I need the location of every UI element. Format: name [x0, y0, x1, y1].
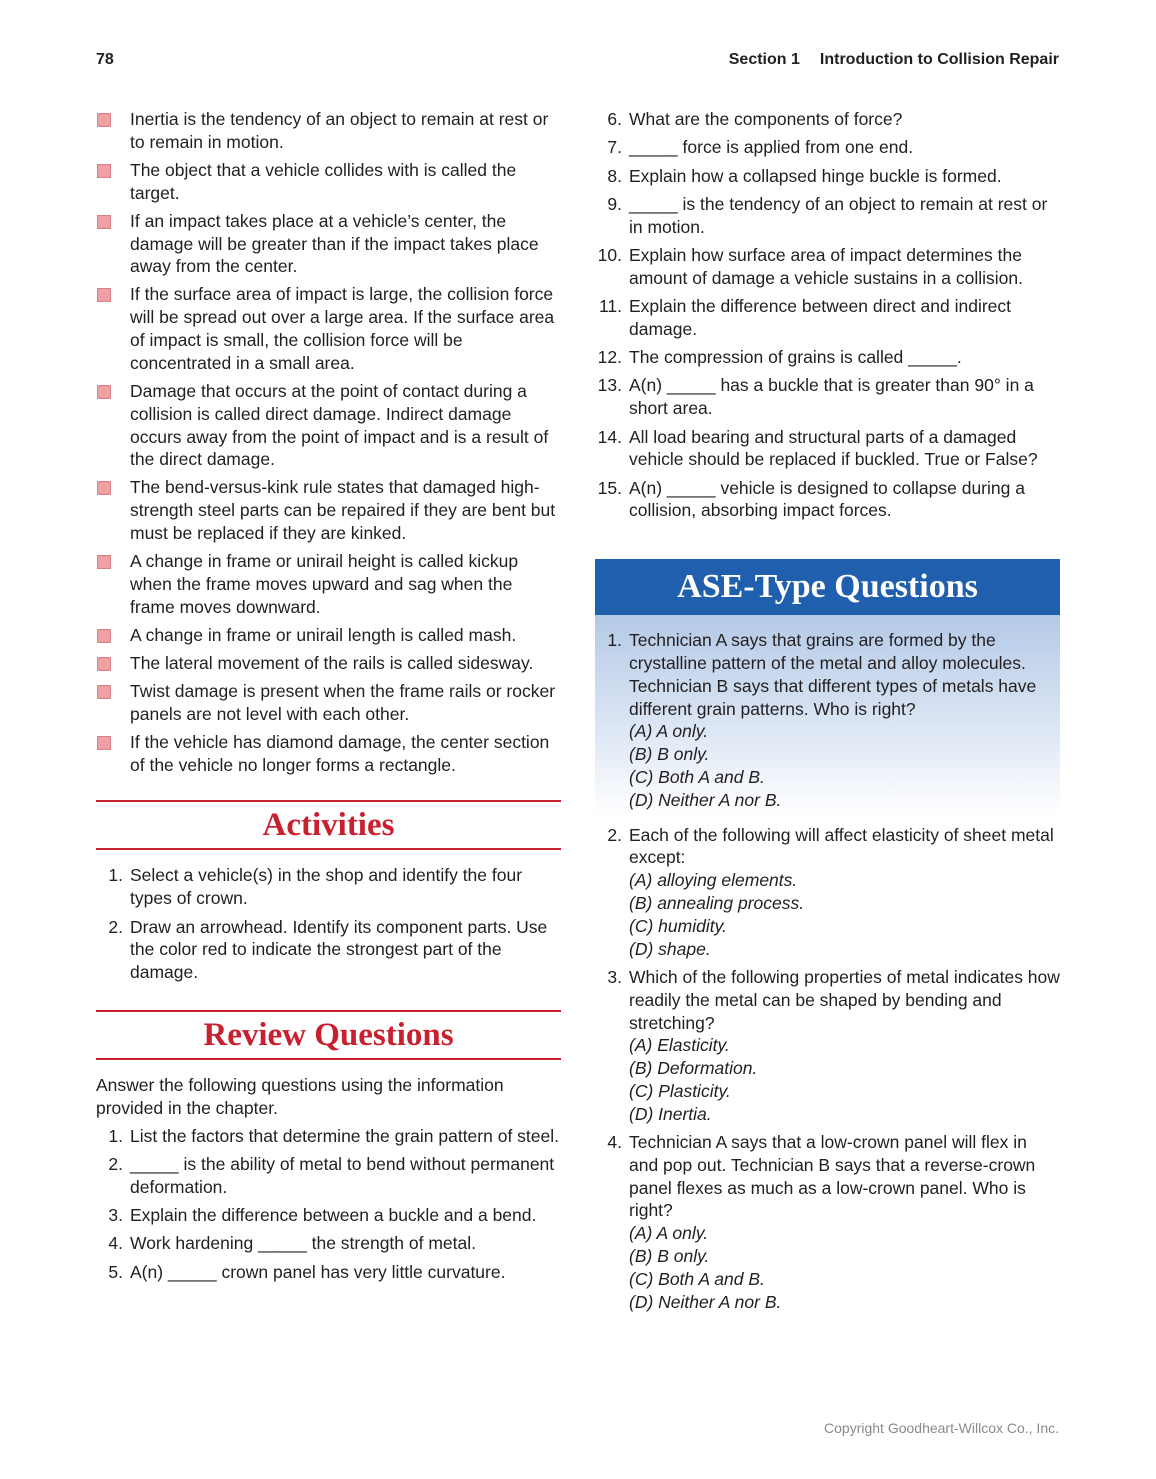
answer-choice: (D) shape. [629, 938, 711, 959]
answer-choice: (D) Neither A nor B. [629, 789, 782, 810]
square-bullet-icon [97, 215, 111, 229]
section-label: Section 1 [728, 51, 800, 68]
answer-choice: (B) Deformation. [629, 1058, 758, 1079]
chapter-title: Introduction to Collision Repair [819, 51, 1059, 68]
list-item: 14. All load bearing and structural parts of a damaged vehicle should be replaced if buckled. True or False? [597, 426, 1038, 470]
square-bullet-icon [97, 555, 111, 569]
list-item: Twist damage is present when the frame rails or rocker panels are not level with each other. [96, 680, 561, 726]
list-item: If an impact takes place at a vehicle’s center, the damage will be greater than if the impact takes place away from the center. [96, 210, 561, 278]
answer-choice: (D) Neither A nor B. [629, 1291, 782, 1312]
ase-list [595, 824, 1060, 1314]
list-item: The object that a vehicle collides with is called the target. [96, 159, 561, 205]
list-item: 3. Explain the difference between a buckle and a bend. [108, 1204, 537, 1225]
list-item: 2. Draw an arrowhead. Identify its component parts. Use the color red to indicate the strongest part of the damage. [108, 916, 548, 983]
square-bullet-icon [97, 385, 111, 399]
list-item: 10. Explain how surface area of impact determines the amount of damage a vehicle sustains in a collision. [597, 244, 1023, 288]
review-list-right [595, 108, 1060, 522]
answer-choice: (D) Inertia. [629, 1103, 712, 1124]
answer-choice: (C) Both A and B. [629, 767, 765, 788]
ase-question-highlight [595, 615, 1060, 815]
list-item: A change in frame or unirail length is called mash. [96, 624, 561, 647]
list-item: A change in frame or unirail height is called kickup when the frame moves upward and sag when the frame moves downward. [96, 550, 561, 618]
right-column [595, 108, 1060, 1319]
square-bullet-icon [97, 164, 111, 178]
page-number: 78 [96, 51, 114, 68]
list-item: 1. Select a vehicle(s) in the shop and identify the four types of crown. [108, 865, 523, 909]
list-item: The lateral movement of the rails is called sidesway. [96, 652, 561, 675]
list-item: Damage that occurs at the point of contact during a collision is called direct damage. Indirect damage occurs away from the point of impact and is a result of the direct damage. [96, 380, 561, 471]
list-item: 1. List the factors that determine the grain pattern of steel. [108, 1125, 559, 1146]
square-bullet-icon [97, 288, 111, 302]
list-item: 9. _____ is the tendency of an object to remain at rest or in motion. [607, 193, 1048, 237]
answer-choice: (B) B only. [629, 744, 710, 765]
square-bullet-icon [97, 629, 111, 643]
review-list-left [96, 1125, 561, 1284]
ase-questions-heading: ASE-Type Questions [595, 559, 1060, 615]
answer-choice: (A) A only. [629, 721, 709, 742]
answer-choice: (B) B only. [629, 1245, 710, 1266]
square-bullet-icon [97, 736, 111, 750]
summary-list [96, 108, 561, 776]
review-questions-heading: Review Questions [96, 1010, 561, 1060]
answer-choice: (C) Plasticity. [629, 1080, 731, 1101]
left-column [96, 108, 561, 1289]
list-item: 2. _____ is the ability of metal to bend without permanent deformation. [108, 1153, 555, 1197]
square-bullet-icon [97, 481, 111, 495]
activities-list [96, 864, 561, 983]
answer-choice: (A) Elasticity. [629, 1035, 730, 1056]
list-item: 3. Which of the following properties of metal indicates how readily the metal can be shaped by bending and stretching? (A) Elasticity. (B) Deformation. (C) Plasticity. (D) Inertia. [607, 966, 1060, 1124]
list-item: 4. Work hardening _____ the strength of metal. [108, 1233, 477, 1254]
review-intro: Answer the following questions using the information provided in the chapter. [96, 1074, 504, 1118]
list-item: The bend-versus-kink rule states that damaged high-strength steel parts can be repaired if they are bent but must be replaced if they are kinked. [96, 476, 561, 544]
list-item: 13. A(n) _____ has a buckle that is greater than 90° in a short area. [597, 375, 1034, 419]
answer-choice: (A) alloying elements. [629, 870, 798, 891]
activities-heading: Activities [96, 800, 561, 850]
square-bullet-icon [97, 657, 111, 671]
list-item: If the surface area of impact is large, the collision force will be spread out over a large area. If the surface area of impact is small, the collision force will be concentrated in a small area. [96, 283, 561, 374]
list-item: 7. _____ force is applied from one end. [607, 137, 914, 158]
list-item: 8. Explain how a collapsed hinge buckle is formed. [607, 165, 1002, 186]
list-item: 1. Technician A says that grains are formed by the crystalline pattern of the metal and alloy molecules. Technician B says that different types of metals have different grain patterns. Who is right? (A) A only. (B) B only. (C) Both A and B. (D) Neither A nor B. [595, 629, 1060, 811]
list-item: Inertia is the tendency of an object to remain at rest or to remain in motion. [96, 108, 561, 154]
list-item: 5. A(n) _____ crown panel has very little curvature. [108, 1261, 506, 1282]
answer-choice: (B) annealing process. [629, 893, 805, 914]
answer-choice: (C) humidity. [629, 915, 727, 936]
copyright-notice: Copyright Goodheart-Willcox Co., Inc. [824, 1420, 1059, 1436]
list-item: 15. A(n) _____ vehicle is designed to collapse during a collision, absorbing impact forces. [597, 477, 1025, 521]
running-head [729, 51, 1059, 69]
square-bullet-icon [97, 685, 111, 699]
answer-choice: (C) Both A and B. [629, 1268, 765, 1289]
list-item: 2. Each of the following will affect elasticity of sheet metal except: (A) alloying elements. (B) annealing process. (C) humidity. (D) shape. [595, 824, 1060, 961]
list-item: 6. What are the components of force? [607, 109, 903, 129]
list-item: 11. Explain the difference between direct and indirect damage. [598, 296, 1012, 339]
square-bullet-icon [97, 113, 111, 127]
answer-choice: (A) A only. [629, 1223, 709, 1244]
list-item: If the vehicle has diamond damage, the center section of the vehicle no longer forms a rectangle. [96, 731, 561, 777]
list-item: 12. The compression of grains is called _____. [597, 347, 962, 368]
list-item: 4. Technician A says that a low-crown panel will flex in and pop out. Technician B says that a reverse-crown panel flexes as much as a low-crown panel. Who is right? (A) A only. (B) B only. (C) Both A and B. (D) Neither A nor B. [595, 1131, 1060, 1313]
